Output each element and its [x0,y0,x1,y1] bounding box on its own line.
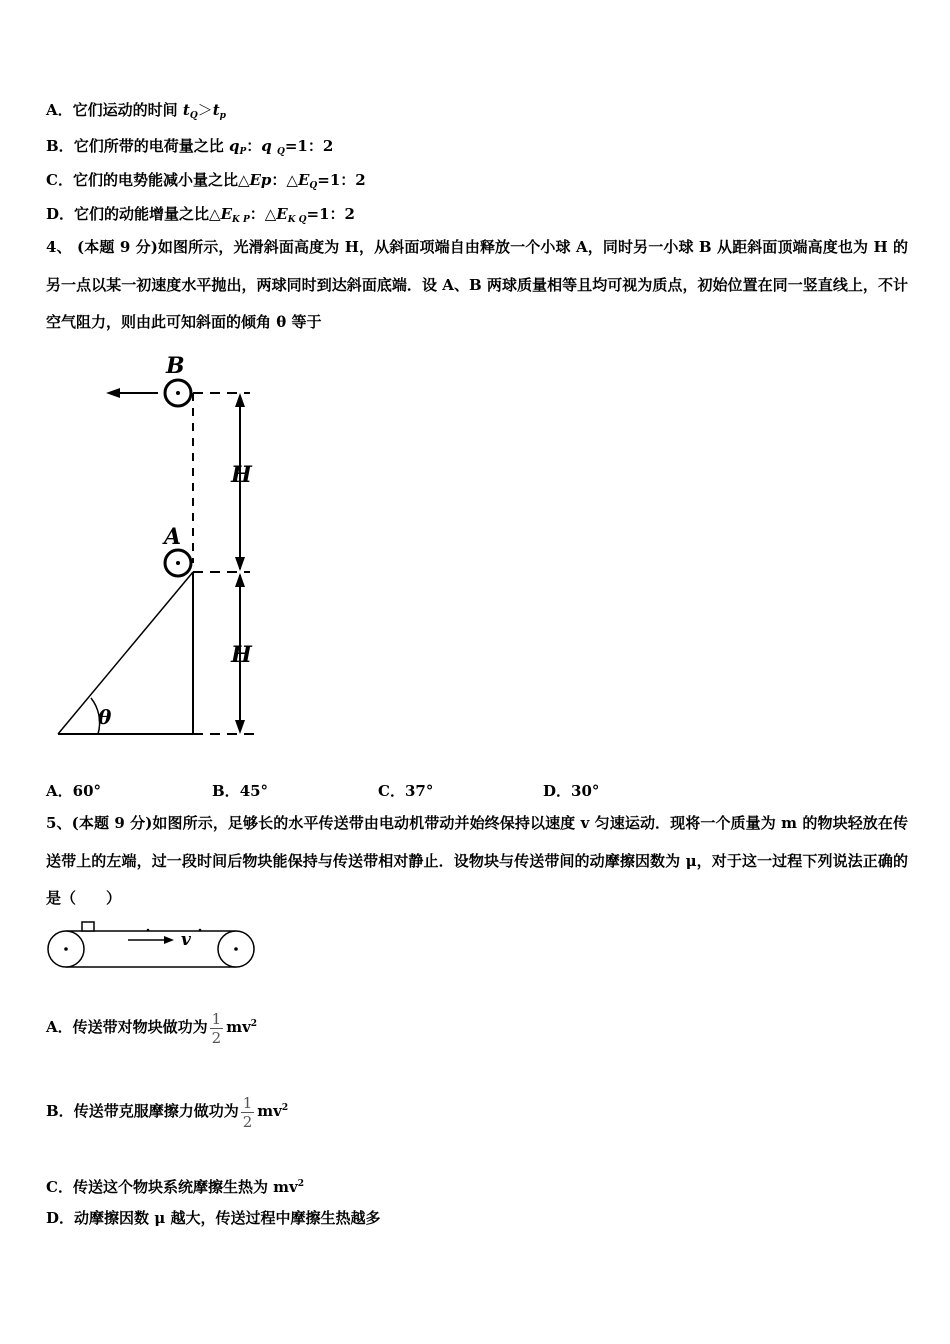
dim-arrow-down-2 [235,720,245,734]
left-roller-axle [64,947,68,951]
var-q: q [261,137,272,155]
belt-dot [147,929,150,932]
incline-hypotenuse [58,572,193,734]
q5-option-b [46,1090,288,1131]
option-value: 60° [72,782,102,800]
option-text: 它们运动的时间 [72,101,178,119]
option-label: D． [543,782,572,800]
q5-option-c [46,1174,304,1197]
q4-stem: 4、 (本题 9 分)如图所示，光滑斜面高度为 H，从斜面项端自由释放一个小球 A，同时另一小球 B 从距斜面顶端高度也为 H 的另一点以某一初速度水平抛出，两球同时到达斜面底端．设 A、B 两球质量相等且均可视为质点，初始位置在同一竖直线上，不计空气阻力，则由此可知斜面的倾角 θ 等于 [46,238,908,331]
belt-dot [199,929,202,932]
option-label: D． [46,1209,75,1227]
exponent: 2 [250,1019,258,1029]
option-text: 传送带克服摩擦力做功为 [73,1102,239,1120]
option-value: 30° [571,782,600,800]
option-label: C． [378,782,405,800]
option-text: 传送这个物块系统摩擦生热为 mv [72,1178,298,1196]
mv: mv [226,1018,251,1036]
var-e: E [276,205,288,223]
delta-mid: ：△ [271,171,298,189]
sub-q: Q [309,181,318,191]
colon: ： [246,137,262,155]
label-a: A [164,524,182,550]
var-e: E [220,205,232,223]
option-text: 它们的动能增量之比△ [74,205,221,223]
option-label: A． [46,101,73,119]
q4-option-c [378,780,433,801]
sub-kq: K Q [287,215,307,225]
option-text: 传送带对物块做功为 [72,1018,208,1036]
ratio: =1：2 [317,171,366,189]
option-label: D． [46,205,75,223]
option-label: B． [46,1102,74,1120]
label-v: v [181,930,191,950]
option-text: 动摩擦因数 μ 越大，传送过程中摩擦生热越多 [74,1209,381,1227]
option-label: B． [46,137,74,155]
denominator: 2 [242,1112,253,1131]
q4-figure [40,345,280,750]
denominator: 2 [211,1028,222,1047]
option-value: 37° [404,782,434,800]
dim-arrow-down [235,557,245,571]
block [82,922,94,931]
sub-q: Q [189,111,198,121]
arrow-head [106,388,120,398]
mv: mv [257,1102,282,1120]
sub-kp: K P [232,215,250,225]
right-roller-axle [234,947,238,951]
exponent: 2 [297,1179,305,1189]
label-h-top: H [231,462,252,488]
ratio: =1：2 [284,137,334,155]
fraction-half [210,1010,224,1047]
dim-arrow-up [235,393,245,407]
q4-option-b [212,780,268,801]
option-label: B． [212,782,240,800]
q4-option-a [46,780,101,801]
q5-stem: 5、(本题 9 分)如图所示，足够长的水平传送带由电动机带动并始终保持以速度 v 匀速运动．现将一个质量为 m 的物块轻放在传送带上的左端，过一段时间后物块能保持与传送带相对静止．设物块与传送带间的动摩擦因数为 μ，对于这一过程下列说法正确的是（ ） [46,814,908,907]
option-label: C． [46,1178,73,1196]
q5-figure [44,920,259,975]
label-b: B [166,353,185,379]
ratio: =1：2 [306,205,355,223]
var-ep: Ep [249,171,272,189]
var-q: q [228,137,240,155]
sub-p: P [239,147,247,157]
numerator: 1 [211,1009,222,1028]
q5-option-a [46,1006,257,1047]
exponent: 2 [281,1103,289,1113]
q3-option-c [46,170,366,196]
option-text: 它们所带的电荷量之比 [73,137,224,155]
label-h-bottom: H [231,642,252,668]
delta-mid: ：△ [249,205,277,223]
numerator: 1 [242,1093,253,1112]
var-t: t [212,101,220,119]
label-theta: θ [98,705,112,729]
sub-q: Q [276,147,285,157]
sub-p: p [219,111,226,121]
option-text: 它们的电势能减小量之比△ [72,171,250,189]
velocity-arrow-head [164,936,174,944]
option-label: C． [46,171,73,189]
option-label: A． [46,1018,73,1036]
ball-b-center [176,391,180,395]
option-value: 45° [239,782,269,800]
greater-than: ＞ [197,101,213,119]
q4-option-d [543,780,599,801]
option-label: A． [46,782,73,800]
ball-a-center [176,561,180,565]
var-e: E [297,171,310,189]
q3-option-a [46,100,226,126]
var-t: t [182,101,190,119]
q3-option-b [46,136,333,162]
q3-option-d [46,204,355,230]
dim-arrow-up-2 [235,573,245,587]
q5-option-d [46,1208,380,1228]
fraction-half [241,1094,255,1131]
